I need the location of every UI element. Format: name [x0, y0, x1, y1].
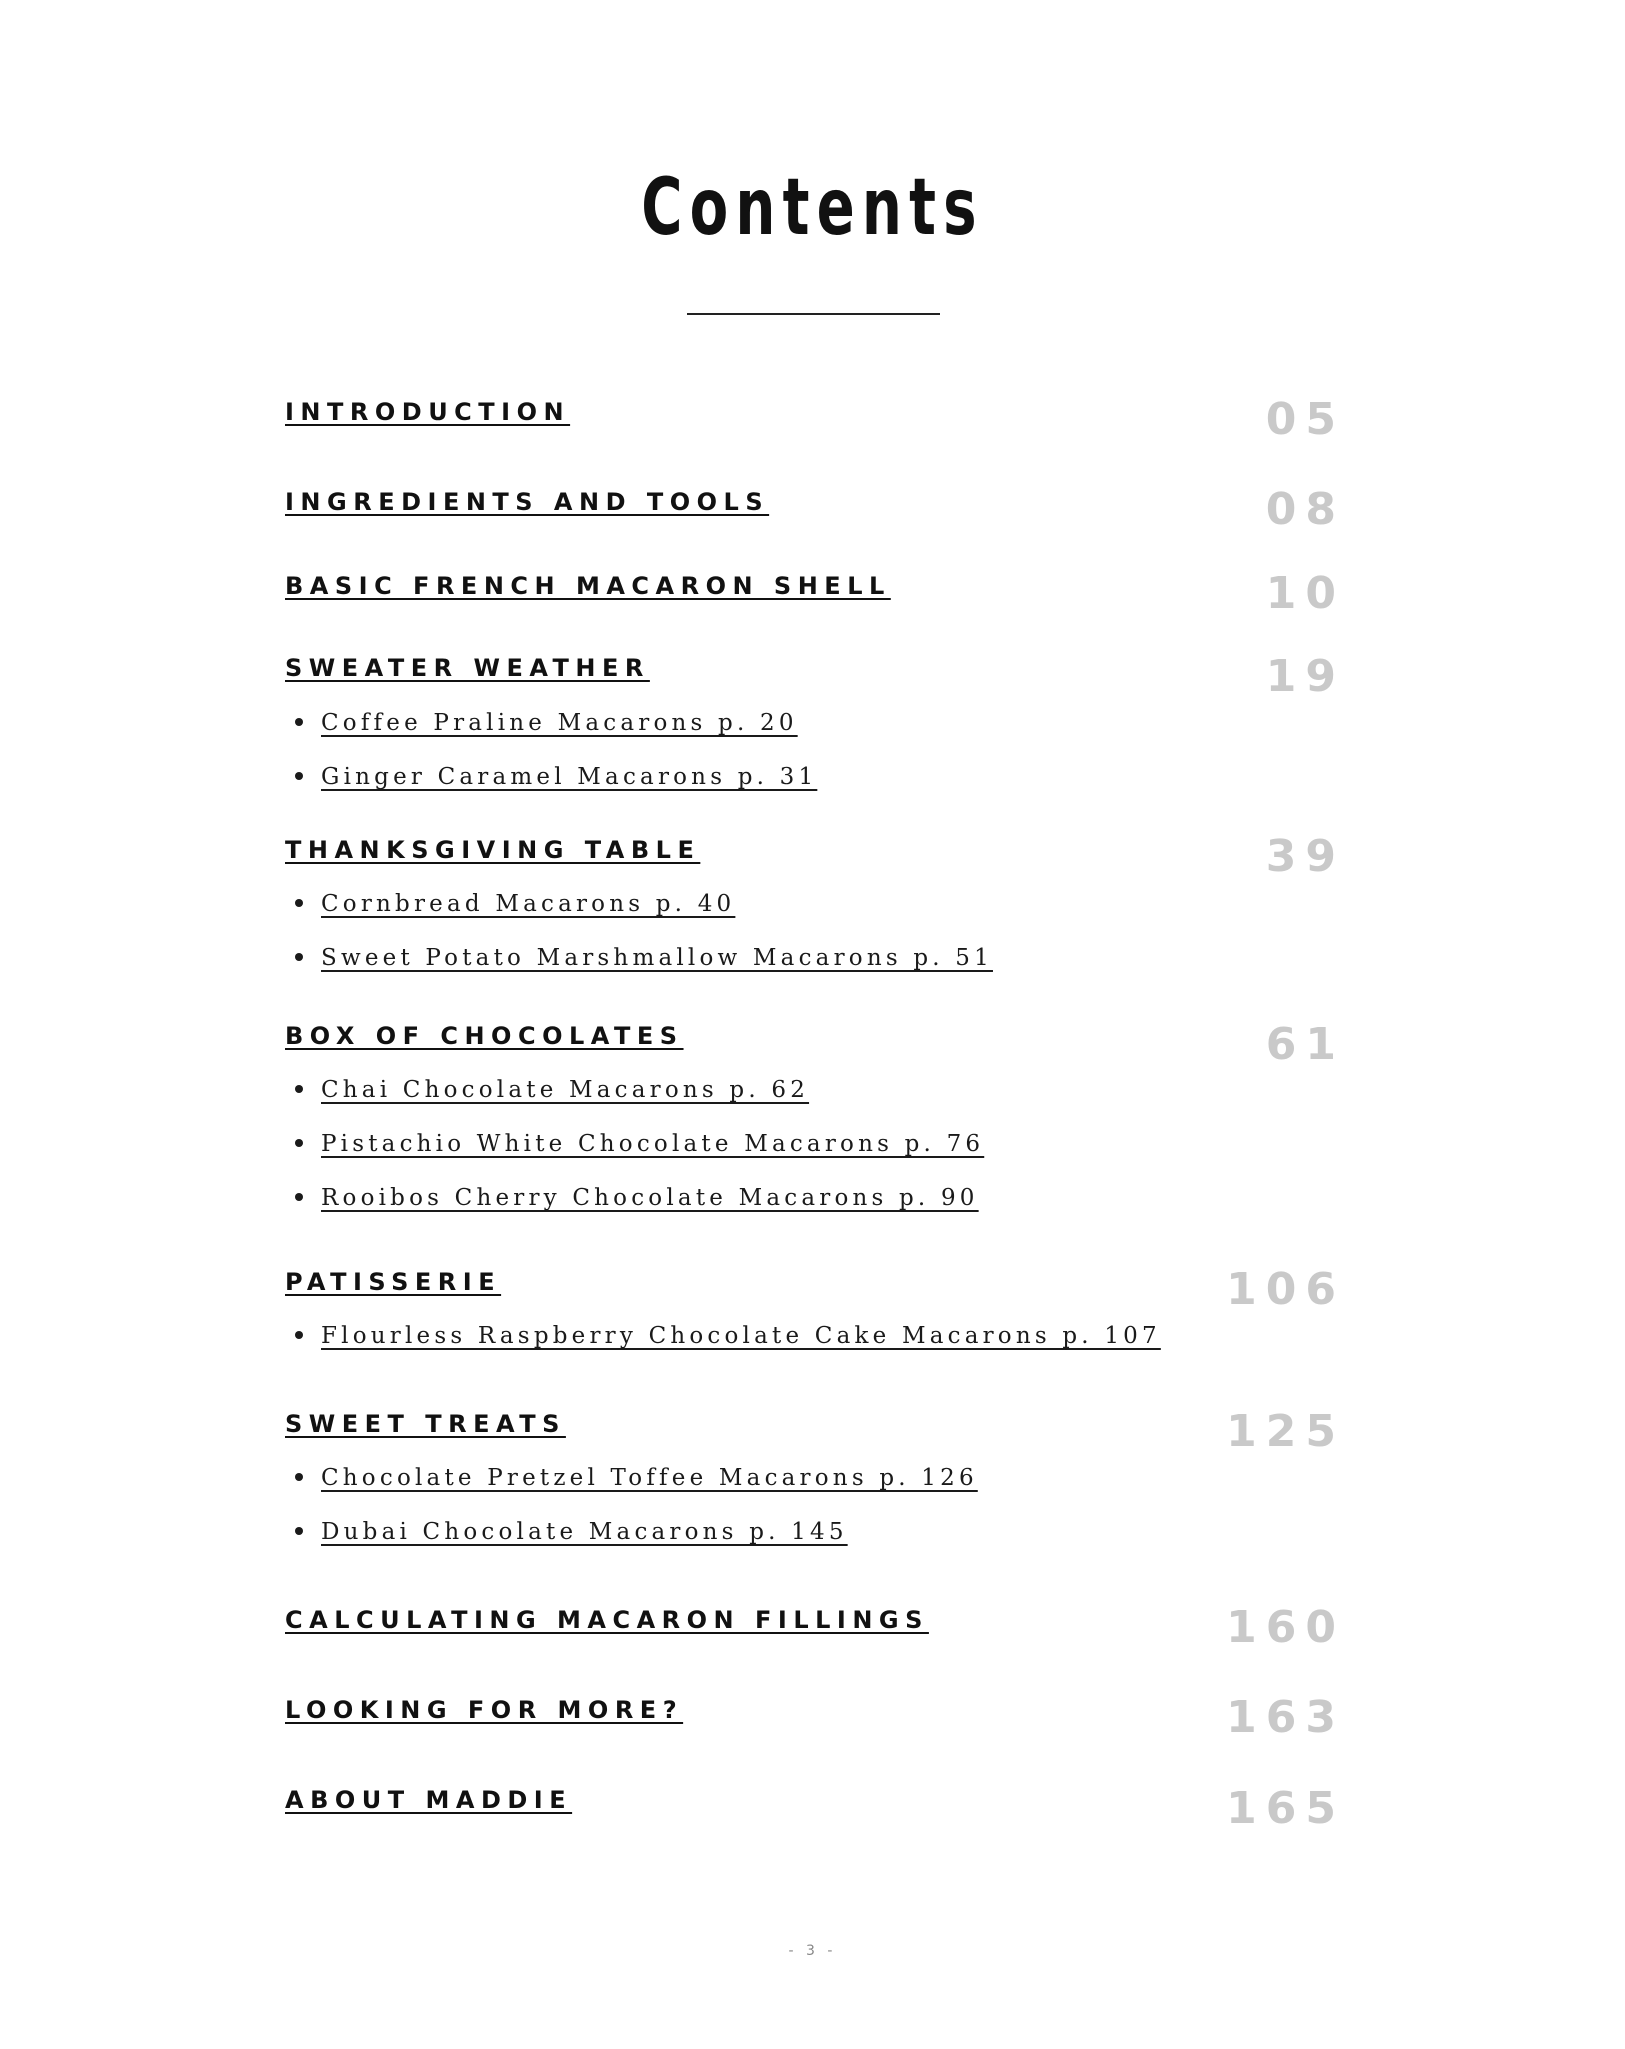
toc-page-number: 106 — [1226, 1264, 1345, 1315]
bullet-icon — [295, 772, 303, 780]
toc-section-basic-french-macaron-shell[interactable]: BASIC FRENCH MACARON SHELL — [285, 572, 891, 600]
toc-page-number: 61 — [1265, 1019, 1345, 1070]
toc-section-thanksgiving-table[interactable]: THANKSGIVING TABLE — [285, 836, 701, 864]
toc-recipe-link[interactable]: Dubai Chocolate Macarons p. 145 — [321, 1519, 848, 1545]
toc-page-number: 165 — [1226, 1783, 1345, 1834]
toc-page-number: 163 — [1226, 1692, 1345, 1743]
toc-subitem — [295, 762, 817, 792]
toc-subitem — [295, 1075, 809, 1105]
toc-section-looking-for-more[interactable]: LOOKING FOR MORE? — [285, 1696, 684, 1724]
toc-page-number: 39 — [1265, 831, 1345, 882]
toc-page-number: 05 — [1265, 394, 1345, 445]
bullet-icon — [295, 899, 303, 907]
toc-subitem — [295, 1129, 984, 1159]
toc-recipe-link[interactable]: Chai Chocolate Macarons p. 62 — [321, 1077, 810, 1103]
toc-recipe-link[interactable]: Sweet Potato Marshmallow Macarons p. 51 — [321, 945, 993, 971]
bullet-icon — [295, 1331, 303, 1339]
toc-recipe-link[interactable]: Cornbread Macarons p. 40 — [321, 891, 736, 917]
bullet-icon — [295, 953, 303, 961]
bullet-icon — [295, 1085, 303, 1093]
toc-section-introduction[interactable]: INTRODUCTION — [285, 398, 571, 426]
toc-subitem — [295, 1517, 848, 1547]
toc-recipe-link[interactable]: Coffee Praline Macarons p. 20 — [321, 710, 798, 736]
toc-subitem — [295, 1183, 979, 1213]
toc-section-ingredients-and-tools[interactable]: INGREDIENTS AND TOOLS — [285, 488, 770, 516]
bullet-icon — [295, 1527, 303, 1535]
toc-subitem — [295, 708, 798, 738]
toc-page-number: 160 — [1226, 1602, 1345, 1653]
page-number-footer: - 3 - — [788, 1943, 837, 1959]
toc-subitem — [295, 943, 993, 973]
toc-section-box-of-chocolates[interactable]: BOX OF CHOCOLATES — [285, 1022, 684, 1050]
bullet-icon — [295, 1193, 303, 1201]
toc-section-patisserie[interactable]: PATISSERIE — [285, 1268, 502, 1296]
toc-recipe-link[interactable]: Ginger Caramel Macarons p. 31 — [321, 764, 818, 790]
bullet-icon — [295, 1139, 303, 1147]
toc-subitem — [295, 1321, 1161, 1351]
toc-recipe-link[interactable]: Rooibos Cherry Chocolate Macarons p. 90 — [321, 1185, 979, 1211]
toc-section-sweet-treats[interactable]: SWEET TREATS — [285, 1410, 566, 1438]
toc-subitem — [295, 1463, 978, 1493]
toc-recipe-link[interactable]: Flourless Raspberry Chocolate Cake Macarons p. 107 — [321, 1323, 1161, 1349]
toc-page-number: 10 — [1265, 568, 1345, 619]
toc-section-sweater-weather[interactable]: SWEATER WEATHER — [285, 654, 650, 682]
toc-recipe-link[interactable]: Pistachio White Chocolate Macarons p. 76 — [321, 1131, 985, 1157]
toc-page-number: 08 — [1265, 484, 1345, 535]
toc-page-number: 125 — [1226, 1406, 1345, 1457]
toc-section-about-maddie[interactable]: ABOUT MADDIE — [285, 1786, 573, 1814]
toc-page-number: 19 — [1265, 651, 1345, 702]
toc-recipe-link[interactable]: Chocolate Pretzel Toffee Macarons p. 126 — [321, 1465, 978, 1491]
toc-subitem — [295, 889, 735, 919]
page-title: Contents — [641, 163, 984, 253]
bullet-icon — [295, 1473, 303, 1481]
bullet-icon — [295, 718, 303, 726]
toc-section-calculating-macaron-fillings[interactable]: CALCULATING MACARON FILLINGS — [285, 1606, 929, 1634]
